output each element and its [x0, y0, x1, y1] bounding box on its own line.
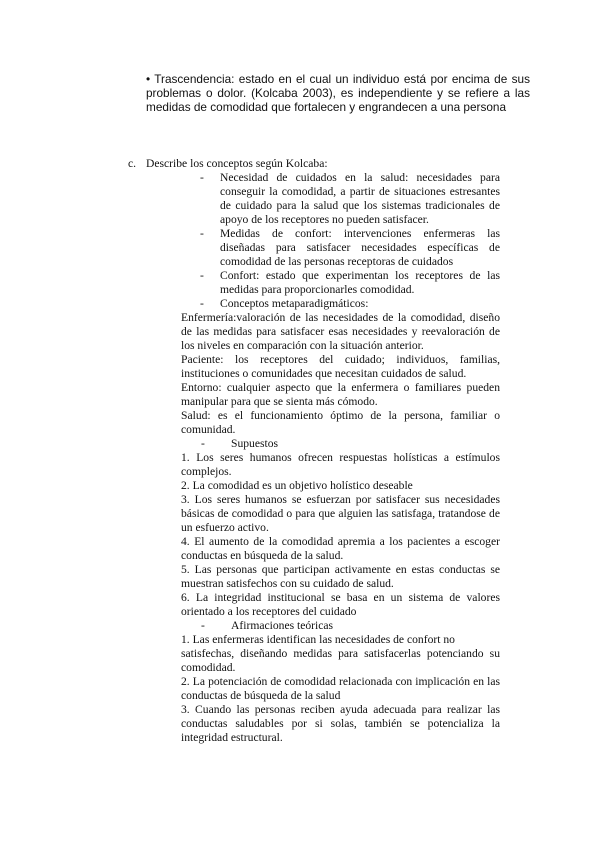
afirmaciones-heading	[181, 619, 500, 633]
dash-bullet: -	[200, 171, 204, 184]
concept-item	[200, 269, 500, 297]
section-c-heading	[128, 157, 328, 171]
dash-bullet: -	[201, 437, 205, 450]
dash-bullet: -	[200, 297, 204, 310]
trascendencia-paragraph: • Trascendencia: estado en el cual un individuo está por encima de sus problemas o dolor. (Kolcaba 2003), es independiente y se refiere a las medidas de comodidad que fortalecen y engrandecen a una persona	[146, 72, 530, 114]
metaparadigm-block	[181, 311, 500, 745]
dash-bullet: -	[200, 269, 204, 282]
dash-bullet: -	[201, 619, 205, 632]
concept-item	[200, 227, 500, 269]
concept-text: Confort: estado que experimentan los receptores de las medidas para proporcionarles comodidad.	[220, 269, 500, 296]
supuestos-title: Supuestos	[231, 437, 279, 450]
salud-paragraph: Salud: es el funcionamiento óptimo de la persona, familiar o comunidad.	[181, 409, 500, 436]
supuestos-heading	[181, 437, 500, 451]
concept-text: Necesidad de cuidados en la salud: necesidades para conseguir la comodidad, a partir de situaciones estresantes de cuidado para la salud que los sistemas tradicionales de apoyo de los receptores no pueden satisfacer.	[220, 171, 500, 226]
concepts-dash-list	[200, 171, 500, 311]
concept-item	[200, 171, 500, 227]
supuesto-item: 1. Los seres humanos ofrecen respuestas holísticas a estímulos complejos.	[181, 451, 500, 478]
supuesto-item: 2. La comodidad es un objetivo holístico deseable	[181, 479, 413, 492]
concept-text: Medidas de confort: intervenciones enfermeras las diseñadas para satisfacer necesidades específicas de comodidad de las personas receptoras de cuidados	[220, 227, 500, 268]
supuesto-item: 3. Los seres humanos se esfuerzan por satisfacer sus necesidades básicas de comodidad o para que alguien las satisfaga, tratandose de un esfuerzo activo.	[181, 493, 500, 534]
afirmacion-item: 3. Cuando las personas reciben ayuda adecuada para realizar las conductas saludables por si solas, también se potencializa la integridad estructural.	[181, 703, 500, 744]
dash-bullet: -	[200, 227, 204, 240]
afirmacion-item-line: 1. Las enfermeras identifican las necesidades de confort no	[181, 633, 455, 646]
enfermeria-paragraph: Enfermería:valoración de las necesidades de la comodidad, diseño de las medidas para satisfacer esas necesidades y reevaloración de los niveles en comparación con la situación anterior.	[181, 311, 500, 352]
supuesto-item: 4. El aumento de la comodidad apremia a los pacientes a escoger conductas en búsqueda de la salud.	[181, 535, 500, 562]
entorno-paragraph: Entorno: cualquier aspecto que la enfermera o familiares pueden manipular para que se sienta más cómodo.	[181, 381, 500, 408]
concept-item	[200, 297, 500, 311]
paciente-paragraph: Paciente: los receptores del cuidado; individuos, familias, instituciones o comunidades que necesitan cuidados de salud.	[181, 353, 500, 380]
afirmaciones-title: Afirmaciones teóricas	[231, 619, 334, 632]
afirmacion-item: 2. La potenciación de comodidad relacionada con implicación en las conductas de búsqueda de la salud	[181, 675, 500, 702]
supuesto-item: 5. Las personas que participan activamente en estas conductas se muestran satisfechos con su cuidado de salud.	[181, 563, 500, 590]
section-c-title: Describe los conceptos según Kolcaba:	[146, 157, 328, 170]
supuesto-item: 6. La integridad institucional se basa en un sistema de valores orientado a los receptores del cuidado	[181, 591, 500, 618]
section-c-letter: c.	[128, 157, 137, 170]
afirmacion-item-continued: satisfechas, diseñando medidas para satisfacerlas potenciando su comodidad.	[181, 647, 500, 674]
concept-text: Conceptos metaparadigmáticos:	[220, 297, 369, 310]
